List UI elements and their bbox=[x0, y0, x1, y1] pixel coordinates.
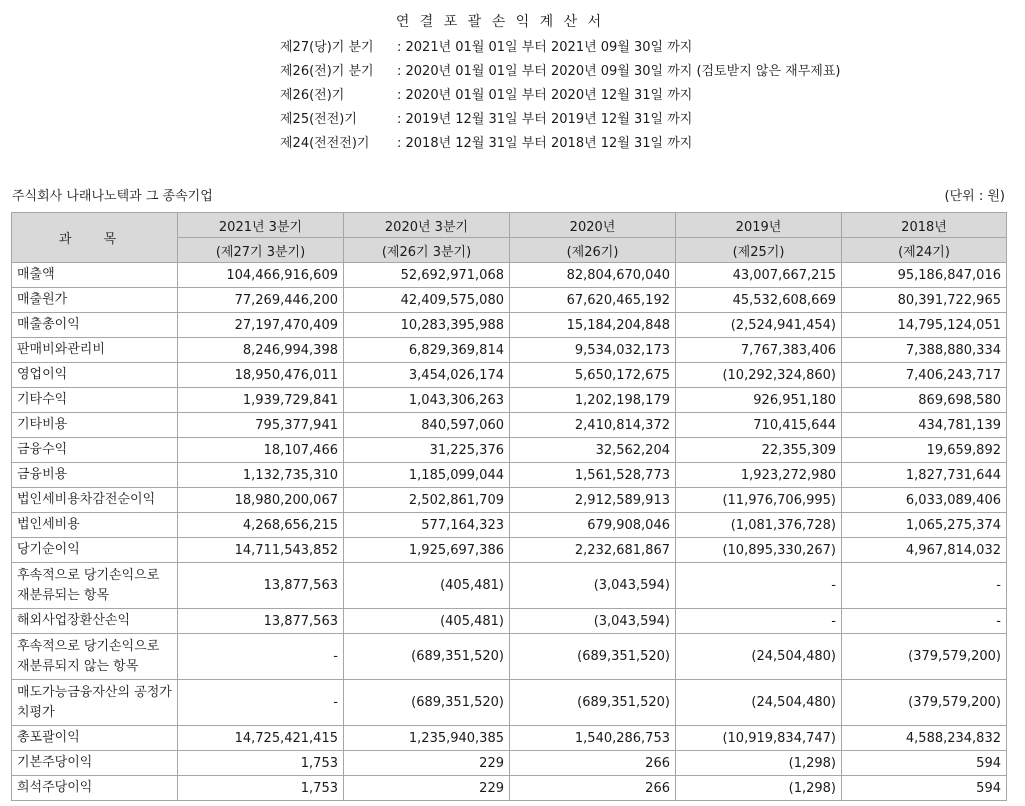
account-name: 후속적으로 당기손익으로 재분류되지 않는 항목 bbox=[12, 634, 178, 680]
amount-cell: (405,481) bbox=[344, 609, 510, 634]
amount-cell: - bbox=[178, 634, 344, 680]
amount-cell: 926,951,180 bbox=[676, 388, 842, 413]
period-range: : 2021년 01월 01일 부터 2021년 09월 30일 까지 bbox=[397, 40, 693, 55]
amount-cell: 594 bbox=[842, 776, 1007, 801]
amount-cell: 266 bbox=[510, 751, 676, 776]
amount-cell: 67,620,465,192 bbox=[510, 288, 676, 313]
amount-cell: 19,659,892 bbox=[842, 438, 1007, 463]
amount-cell: 2,502,861,709 bbox=[344, 488, 510, 513]
amount-cell: 1,235,940,385 bbox=[344, 726, 510, 751]
amount-cell: 266 bbox=[510, 776, 676, 801]
amount-cell: 5,650,172,675 bbox=[510, 363, 676, 388]
amount-cell: - bbox=[676, 563, 842, 609]
account-name: 매출원가 bbox=[12, 288, 178, 313]
amount-cell: (1,298) bbox=[676, 751, 842, 776]
table-row bbox=[12, 288, 1007, 313]
period-range: : 2020년 01월 01일 부터 2020년 12월 31일 까지 bbox=[397, 88, 693, 103]
account-name: 금융수익 bbox=[12, 438, 178, 463]
account-name: 법인세비용차감전순이익 bbox=[12, 488, 178, 513]
table-row bbox=[12, 338, 1007, 363]
amount-cell: - bbox=[676, 609, 842, 634]
amount-cell: 52,692,971,068 bbox=[344, 263, 510, 288]
amount-cell: 4,268,656,215 bbox=[178, 513, 344, 538]
amount-cell: (689,351,520) bbox=[344, 680, 510, 726]
amount-cell: 1,923,272,980 bbox=[676, 463, 842, 488]
period-label: 제25(전전)기 bbox=[280, 112, 357, 127]
account-name: 총포괄이익 bbox=[12, 726, 178, 751]
amount-cell: 14,725,421,415 bbox=[178, 726, 344, 751]
amount-cell: 6,033,089,406 bbox=[842, 488, 1007, 513]
table-row bbox=[12, 363, 1007, 388]
amount-cell: 1,202,198,179 bbox=[510, 388, 676, 413]
amount-cell: 3,454,026,174 bbox=[344, 363, 510, 388]
header-row-year bbox=[12, 213, 1007, 238]
table-row bbox=[12, 634, 1007, 680]
amount-cell: - bbox=[842, 563, 1007, 609]
amount-cell: (379,579,200) bbox=[842, 634, 1007, 680]
amount-cell: 795,377,941 bbox=[178, 413, 344, 438]
amount-cell: (24,504,480) bbox=[676, 680, 842, 726]
table-row bbox=[12, 413, 1007, 438]
amount-cell: 14,795,124,051 bbox=[842, 313, 1007, 338]
amount-cell: (1,298) bbox=[676, 776, 842, 801]
amount-cell: (689,351,520) bbox=[510, 680, 676, 726]
amount-cell: 2,410,814,372 bbox=[510, 413, 676, 438]
amount-cell: 13,877,563 bbox=[178, 563, 344, 609]
amount-cell: 18,107,466 bbox=[178, 438, 344, 463]
table-row bbox=[12, 609, 1007, 634]
amount-cell: (405,481) bbox=[344, 563, 510, 609]
account-name: 기타비용 bbox=[12, 413, 178, 438]
amount-cell: 2,232,681,867 bbox=[510, 538, 676, 563]
amount-cell: (379,579,200) bbox=[842, 680, 1007, 726]
amount-cell: (11,976,706,995) bbox=[676, 488, 842, 513]
amount-cell: 869,698,580 bbox=[842, 388, 1007, 413]
amount-cell: 13,877,563 bbox=[178, 609, 344, 634]
amount-cell: (3,043,594) bbox=[510, 563, 676, 609]
amount-cell: 95,186,847,016 bbox=[842, 263, 1007, 288]
amount-cell: 7,767,383,406 bbox=[676, 338, 842, 363]
column-period: (제27기 3분기) bbox=[178, 238, 344, 263]
amount-cell: 77,269,446,200 bbox=[178, 288, 344, 313]
amount-cell: 577,164,323 bbox=[344, 513, 510, 538]
period-range: : 2019년 12월 31일 부터 2019년 12월 31일 까지 bbox=[397, 112, 693, 127]
column-period: (제25기) bbox=[676, 238, 842, 263]
amount-cell: 104,466,916,609 bbox=[178, 263, 344, 288]
unit-label: (단위 : 원) bbox=[944, 189, 1005, 204]
amount-cell: 82,804,670,040 bbox=[510, 263, 676, 288]
account-name: 법인세비용 bbox=[12, 513, 178, 538]
amount-cell: (2,524,941,454) bbox=[676, 313, 842, 338]
amount-cell: (10,292,324,860) bbox=[676, 363, 842, 388]
amount-cell: 1,540,286,753 bbox=[510, 726, 676, 751]
account-name: 당기순이익 bbox=[12, 538, 178, 563]
income-statement-table bbox=[11, 212, 1007, 801]
amount-cell: 1,753 bbox=[178, 776, 344, 801]
amount-cell: 7,388,880,334 bbox=[842, 338, 1007, 363]
table-row bbox=[12, 726, 1007, 751]
amount-cell: 594 bbox=[842, 751, 1007, 776]
table-row bbox=[12, 563, 1007, 609]
column-period: (제26기) bbox=[510, 238, 676, 263]
account-name: 기타수익 bbox=[12, 388, 178, 413]
period-label: 제24(전전전)기 bbox=[280, 136, 370, 151]
amount-cell: 8,246,994,398 bbox=[178, 338, 344, 363]
amount-cell: 14,711,543,852 bbox=[178, 538, 344, 563]
table-row bbox=[12, 388, 1007, 413]
table-body bbox=[12, 263, 1007, 801]
period-range: : 2018년 12월 31일 부터 2018년 12월 31일 까지 bbox=[397, 136, 693, 151]
amount-cell: 43,007,667,215 bbox=[676, 263, 842, 288]
period-label: 제26(전)기 bbox=[280, 88, 345, 103]
amount-cell: 4,967,814,032 bbox=[842, 538, 1007, 563]
table-row bbox=[12, 313, 1007, 338]
amount-cell: (24,504,480) bbox=[676, 634, 842, 680]
account-name: 해외사업장환산손익 bbox=[12, 609, 178, 634]
column-year: 2018년 bbox=[842, 213, 1007, 238]
subject-header: 과 목 bbox=[12, 213, 178, 263]
amount-cell: 1,939,729,841 bbox=[178, 388, 344, 413]
amount-cell: 1,185,099,044 bbox=[344, 463, 510, 488]
table-row bbox=[12, 776, 1007, 801]
amount-cell: 434,781,139 bbox=[842, 413, 1007, 438]
amount-cell: 4,588,234,832 bbox=[842, 726, 1007, 751]
column-period: (제26기 3분기) bbox=[344, 238, 510, 263]
amount-cell: (689,351,520) bbox=[344, 634, 510, 680]
amount-cell: 15,184,204,848 bbox=[510, 313, 676, 338]
table-row bbox=[12, 438, 1007, 463]
table-header bbox=[12, 213, 1007, 263]
account-name: 후속적으로 당기손익으로 재분류되는 항목 bbox=[12, 563, 178, 609]
amount-cell: - bbox=[842, 609, 1007, 634]
amount-cell: (10,919,834,747) bbox=[676, 726, 842, 751]
column-year: 2020년 3분기 bbox=[344, 213, 510, 238]
statement-title: 연 결 포 괄 손 익 계 산 서 bbox=[395, 14, 605, 30]
company-name: 주식회사 나래나노텍과 그 종속기업 bbox=[12, 189, 213, 204]
amount-cell: 31,225,376 bbox=[344, 438, 510, 463]
account-name: 영업이익 bbox=[12, 363, 178, 388]
table-row bbox=[12, 680, 1007, 726]
table-row bbox=[12, 488, 1007, 513]
account-name: 희석주당이익 bbox=[12, 776, 178, 801]
period-label: 제26(전)기 분기 bbox=[280, 64, 374, 79]
table-row bbox=[12, 263, 1007, 288]
column-year: 2020년 bbox=[510, 213, 676, 238]
amount-cell: 1,132,735,310 bbox=[178, 463, 344, 488]
amount-cell: 18,950,476,011 bbox=[178, 363, 344, 388]
account-name: 매출액 bbox=[12, 263, 178, 288]
amount-cell: 1,753 bbox=[178, 751, 344, 776]
table-row bbox=[12, 538, 1007, 563]
amount-cell: 1,561,528,773 bbox=[510, 463, 676, 488]
column-year: 2021년 3분기 bbox=[178, 213, 344, 238]
amount-cell: 6,829,369,814 bbox=[344, 338, 510, 363]
table-row bbox=[12, 751, 1007, 776]
amount-cell: 45,532,608,669 bbox=[676, 288, 842, 313]
amount-cell: (689,351,520) bbox=[510, 634, 676, 680]
amount-cell: 10,283,395,988 bbox=[344, 313, 510, 338]
amount-cell: 229 bbox=[344, 751, 510, 776]
amount-cell: 710,415,644 bbox=[676, 413, 842, 438]
account-name: 금융비용 bbox=[12, 463, 178, 488]
account-name: 매출총이익 bbox=[12, 313, 178, 338]
table-row bbox=[12, 463, 1007, 488]
amount-cell: 9,534,032,173 bbox=[510, 338, 676, 363]
amount-cell: 42,409,575,080 bbox=[344, 288, 510, 313]
amount-cell: (3,043,594) bbox=[510, 609, 676, 634]
amount-cell: 22,355,309 bbox=[676, 438, 842, 463]
amount-cell: 1,925,697,386 bbox=[344, 538, 510, 563]
amount-cell: (10,895,330,267) bbox=[676, 538, 842, 563]
account-name: 기본주당이익 bbox=[12, 751, 178, 776]
amount-cell: 32,562,204 bbox=[510, 438, 676, 463]
amount-cell: (1,081,376,728) bbox=[676, 513, 842, 538]
amount-cell: 840,597,060 bbox=[344, 413, 510, 438]
amount-cell: 80,391,722,965 bbox=[842, 288, 1007, 313]
period-range: : 2020년 01월 01일 부터 2020년 09월 30일 까지 (검토받지 않은 재무제표) bbox=[397, 64, 841, 79]
amount-cell: 1,065,275,374 bbox=[842, 513, 1007, 538]
amount-cell: 2,912,589,913 bbox=[510, 488, 676, 513]
amount-cell: 679,908,046 bbox=[510, 513, 676, 538]
amount-cell: 18,980,200,067 bbox=[178, 488, 344, 513]
account-name: 매도가능금융자산의 공정가치평가 bbox=[12, 680, 178, 726]
amount-cell: 229 bbox=[344, 776, 510, 801]
amount-cell: 1,043,306,263 bbox=[344, 388, 510, 413]
amount-cell: 1,827,731,644 bbox=[842, 463, 1007, 488]
column-year: 2019년 bbox=[676, 213, 842, 238]
column-period: (제24기) bbox=[842, 238, 1007, 263]
amount-cell: 27,197,470,409 bbox=[178, 313, 344, 338]
account-name: 판매비와관리비 bbox=[12, 338, 178, 363]
amount-cell: 7,406,243,717 bbox=[842, 363, 1007, 388]
table-row bbox=[12, 513, 1007, 538]
period-label: 제27(당)기 분기 bbox=[280, 40, 374, 55]
amount-cell: - bbox=[178, 680, 344, 726]
